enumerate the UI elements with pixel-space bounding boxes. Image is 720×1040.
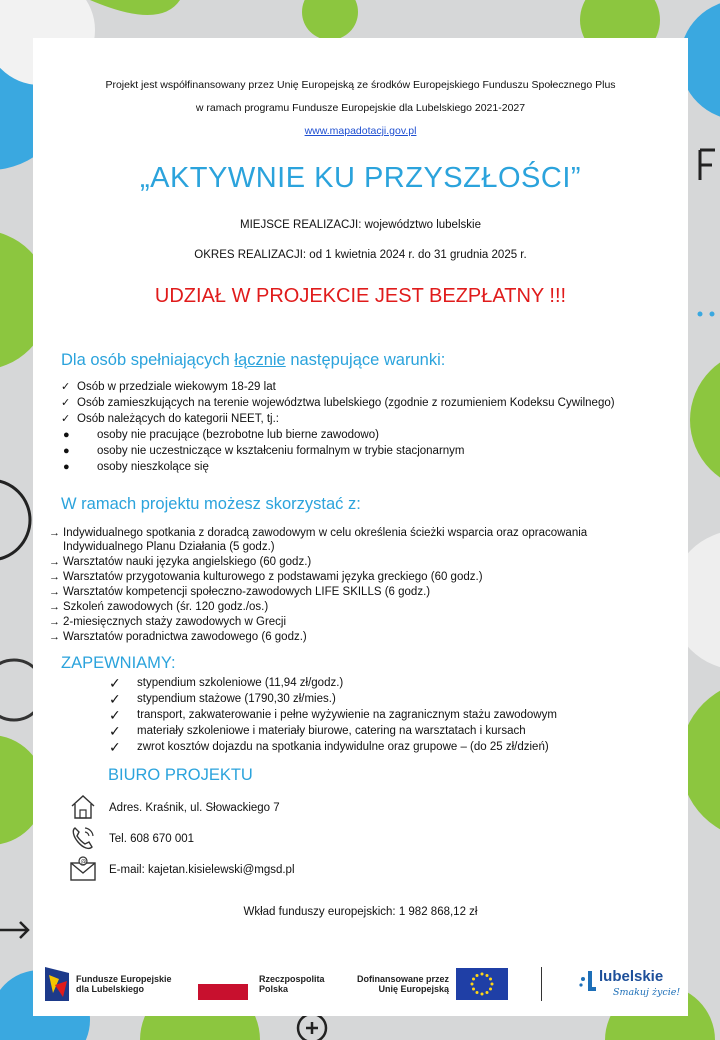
svg-text:@: @ — [80, 858, 87, 866]
check-icon: ✓ — [61, 381, 71, 393]
office-heading: BIURO PROJEKTU — [108, 766, 253, 784]
check-icon: ✓ — [109, 707, 121, 723]
bullet-icon: ● — [63, 445, 70, 457]
free-participation-notice: UDZIAŁ W PROJEKCIE JEST BEZPŁATNY !!! — [154, 285, 567, 307]
phone-text[interactable]: Tel. 608 670 001 — [109, 833, 195, 845]
eu-logo-text: Dofinansowane przez Unię Europejską — [356, 974, 449, 994]
list-item: ✓ Osób zamieszkujących na terenie województwa lubelskiego (zgodnie z rozumieniem Kodeksu Cywilnego) — [61, 397, 615, 409]
conditions-list — [61, 380, 663, 474]
arrow-right-icon: → — [49, 586, 60, 598]
arrow-right-icon: → — [49, 527, 60, 539]
offer-heading: W ramach projektu możesz skorzystać z: — [61, 495, 361, 513]
list-item: → Warsztatów przygotowania kulturowego z podstawami języka greckiego (60 godz.) — [49, 571, 483, 583]
list-item: ✓ Osób należących do kategorii NEET, tj.: — [61, 413, 279, 425]
program-line: w ramach programu Fundusze Europejskie dla Lubelskiego 2021-2027 — [195, 102, 526, 114]
location-line: MIEJSCE REALIZACJI: województwo lubelskie — [240, 219, 481, 231]
project-title: „AKTYWNIE KU PRZYSZŁOŚCI” — [139, 162, 582, 194]
website-link[interactable]: www.mapadotacji.gov.pl — [304, 125, 417, 137]
logos-bar — [33, 963, 688, 1013]
check-icon: ✓ — [109, 691, 121, 707]
bullet-icon: ● — [63, 461, 70, 473]
logo-divider — [541, 967, 542, 1001]
check-icon: ✓ — [109, 723, 121, 739]
list-item: → 2-miesięcznych staży zawodowych w Grecji — [49, 616, 287, 628]
flyer-page — [33, 38, 688, 1016]
check-icon: ✓ — [109, 739, 121, 755]
arrow-right-icon: → — [49, 601, 60, 613]
check-icon: ✓ — [61, 397, 71, 409]
list-item: ✓ stypendium stażowe (1790,30 zł/mies.) — [109, 691, 336, 707]
list-item: ✓ Osób w przedziale wiekowym 18-29 lat — [61, 381, 276, 393]
funding-amount: Wkład funduszy europejskich: 1 982 868,12 zł — [243, 906, 478, 918]
offer-list — [49, 526, 629, 644]
provide-heading: ZAPEWNIAMY: — [61, 654, 176, 672]
check-icon: ✓ — [109, 675, 121, 691]
email-text[interactable]: E-mail: kajetan.kisielewski@mgsd.pl — [109, 864, 295, 876]
envelope-icon — [69, 855, 97, 883]
list-item: ✓ materiały szkoleniowe i materiały biurowe, catering na warsztatach i kursach — [109, 723, 526, 739]
list-item: ✓ stypendium szkoleniowe (11,94 zł/godz.) — [109, 675, 344, 691]
list-item: → Warsztatów nauki języka angielskiego (60 godz.) — [49, 556, 312, 568]
period-line: OKRES REALIZACJI: od 1 kwietnia 2024 r. do 31 grudnia 2025 r. — [194, 249, 527, 261]
fe-logo-icon — [45, 967, 69, 1001]
polish-flag-icon — [198, 984, 248, 1000]
arrow-right-icon: → — [49, 631, 60, 643]
arrow-right-icon: → — [49, 571, 60, 583]
list-item: → Indywidualnego spotkania z doradcą zawodowym w celu określenia ścieżki wsparcia oraz opracowania Indywidualnego Planu Działania (5 godz.) — [49, 527, 588, 553]
rp-logo-text: Rzeczpospolita Polska — [259, 974, 325, 994]
eu-flag-icon — [456, 968, 508, 1000]
list-item: ✓ transport, zakwaterowanie i pełne wyżywienie na zagranicznym stażu zawodowym — [109, 707, 557, 723]
conditions-heading: Dla osób spełniających łącznie następujące warunki: — [61, 351, 446, 369]
sub-list-item: ● osoby nie uczestniczące w kształceniu formalnym w trybie stacjonarnym — [63, 445, 465, 457]
provide-list — [109, 676, 679, 755]
bullet-icon: ● — [63, 429, 70, 441]
lubelskie-logo-slogan: Smakuj życie! — [613, 987, 681, 998]
list-item: ✓ zwrot kosztów dojazdu na spotkania indywidulne oraz grupowe – (do 25 zł/dzień) — [109, 739, 549, 755]
address-text: Adres. Kraśnik, ul. Słowackiego 7 — [109, 802, 280, 814]
sub-list-item: ● osoby nieszkolące się — [63, 461, 209, 473]
sub-list-item: ● osoby nie pracujące (bezrobotne lub bierne zawodowo) — [63, 429, 379, 441]
lubelskie-logo-name: lubelskie — [599, 968, 664, 985]
list-item: → Szkoleń zawodowych (śr. 120 godz./os.) — [49, 601, 269, 613]
check-icon: ✓ — [61, 413, 71, 425]
cofinancing-line: Projekt jest współfinansowany przez Unię Europejską ze środków Europejskiego Funduszu Społecznego Plus — [105, 79, 616, 91]
arrow-right-icon: → — [49, 556, 60, 568]
list-item: → Warsztatów kompetencji społeczno-zawodowych LIFE SKILLS (6 godz.) — [49, 586, 431, 598]
lubelskie-logo-icon — [578, 969, 598, 997]
list-item: → Warsztatów poradnictwa zawodowego (6 godz.) — [49, 631, 307, 643]
phone-icon — [69, 824, 97, 852]
house-icon — [69, 793, 97, 821]
fe-logo-text: Fundusze Europejskie dla Lubelskiego — [76, 974, 172, 994]
arrow-right-icon: → — [49, 616, 60, 628]
